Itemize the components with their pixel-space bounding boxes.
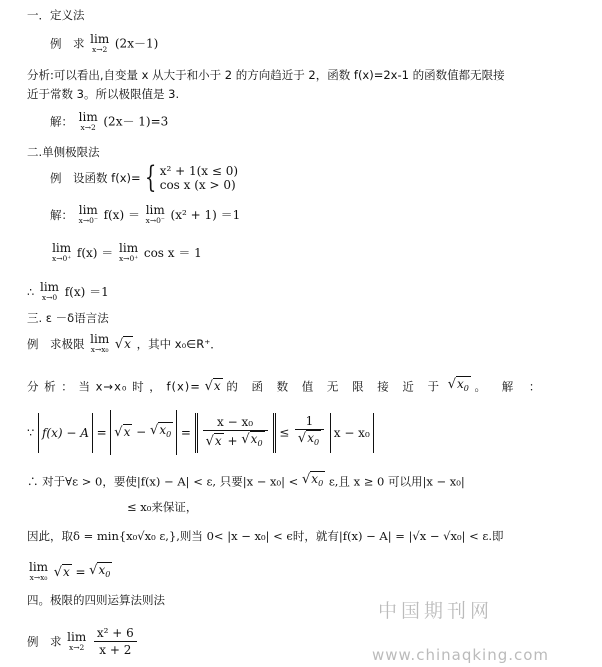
example-1-expression: (2x－1) [114, 36, 159, 51]
example-1-solution [50, 112, 168, 132]
example-2-statement [50, 160, 239, 195]
example-1-answer: (2x－ 1)=3 [103, 114, 169, 129]
limit-operator: lim x→x₀ [90, 332, 110, 354]
abs-rationalized-fraction: $\frac{\text{x − x₀}}{√x + √x_0}$ [195, 413, 276, 453]
equals-sign: = [96, 425, 107, 440]
sqrt-x0: $√x_0$ [447, 377, 469, 393]
left-limit-expression: (x² + 1) ＝1 [170, 208, 241, 222]
equals-sign: = [75, 565, 86, 579]
limit-operator: lim x→0⁻ [145, 203, 165, 225]
limit-operator: lim x→2 [90, 32, 110, 54]
limit-operator: lim x→0 [39, 280, 60, 302]
section-heading-one-sided: 二.单侧极限法 [27, 145, 100, 159]
abs-sqrt-difference: $√x - √x_0$ [110, 410, 177, 455]
example-3-result [27, 562, 112, 582]
abs-f-minus-a: f(x) − A [38, 413, 93, 453]
example-3-condition-1 [27, 472, 465, 491]
analysis-part-a: 分 析 ： 当 x→x₀ 时 ， f(x)= [27, 379, 201, 394]
limit-operator: lim x→x₀ [29, 560, 49, 582]
example-3-inequality [27, 410, 374, 455]
section-heading-definition: 一．定义法 [27, 8, 85, 22]
example-4-statement [27, 623, 139, 660]
watermark-cn-text: 中国期刊网 [378, 600, 494, 622]
example-3-prefix: 例 求极限 [27, 337, 85, 351]
piecewise-brace: { [144, 160, 156, 195]
example-3-condition-2: ≤ x₀来保证， [127, 500, 198, 514]
limit-operator: lim x→0⁺ [118, 241, 139, 263]
piecewise-case-2: cos x (x > 0) [159, 178, 236, 192]
example-2-intro: 例 设函数 f(x)= [50, 171, 141, 185]
example-3-condition-3: 因此，取δ = min{x₀√x₀ ε,},则当 0< |x − x₀| < ϵ时，就有|f(x) − A| = |√x − √x₀| < ε.即 [27, 529, 504, 543]
fraction-numerator: x² + 6 [94, 626, 137, 642]
analysis-part-b: 的 函 数 值 无 限 接 近 于 [226, 379, 445, 394]
right-limit-function: f(x) ＝ [76, 246, 114, 260]
example-3-suffix: ，其中 x₀∈R⁺． [136, 337, 222, 351]
because-symbol: ∵ [27, 425, 35, 440]
example-1-statement [50, 34, 158, 54]
equals-sign: = [180, 425, 191, 440]
example-3-statement [27, 334, 222, 354]
section-heading-arithmetic-rules: 四。极限的四则运算法则法 [27, 593, 165, 607]
example-2-result: f(x) ＝1 [64, 285, 109, 299]
fraction-numerator: x − x₀ [203, 415, 268, 431]
example-4-fraction [94, 626, 137, 658]
piecewise-cases [160, 164, 238, 192]
example-1-analysis-line-1: 分析:可以看出,自变量 x 从大于和小于 2 的方向趋近于 2，函数 f(x)=2x-1 的函数值都无限接 [27, 68, 505, 82]
therefore-symbol: ∴ [27, 285, 35, 299]
sqrt-x: √x [114, 336, 131, 352]
example-3-analysis [27, 377, 546, 396]
example-4-prefix: 例 求 [27, 634, 62, 649]
example-2-conclusion [27, 282, 109, 302]
sqrt-x0: $√x_0$ [89, 562, 111, 579]
example-label: 例 求 [50, 36, 85, 51]
watermark-url-text: www.chinaqking.com [372, 646, 550, 664]
example-2-right-limit [50, 243, 202, 263]
limit-operator: lim x→0⁺ [52, 241, 72, 263]
left-limit-function: f(x) ＝ [103, 208, 140, 222]
sqrt-x: √x [53, 564, 70, 580]
solve-label: 解： [50, 208, 73, 222]
condition-1a: ∴ 对于∀ε > 0，要使|f(x) − A| < ε, 只要|x − x₀| < [27, 474, 299, 489]
bound-fraction: $\frac{1}{√x_0}$ [295, 414, 324, 451]
limit-operator: lim x→2 [67, 629, 87, 652]
less-equal-sign: ≤ [279, 425, 290, 440]
section-heading-epsilon-delta: 三. ε －δ语言法 [27, 311, 109, 325]
sqrt-x0: $√x_0$ [301, 472, 324, 488]
example-2-left-limit [50, 205, 240, 225]
solve-label: 解： [50, 114, 73, 129]
sqrt-x: √x [204, 379, 221, 394]
fraction-denominator: x + 2 [99, 642, 132, 657]
example-1-analysis-line-2: 近于常数 3。所以极限值是 3. [27, 87, 180, 101]
right-limit-expression: cos x ＝ 1 [143, 246, 202, 260]
limit-operator: lim x→0⁻ [78, 203, 98, 225]
limit-operator: lim x→2 [78, 110, 98, 132]
condition-1b: ε,且 x ≥ 0 可以用|x − x₀| [328, 474, 465, 489]
analysis-part-c: 。 解 ： [474, 379, 547, 394]
piecewise-case-1: x² + 1(x ≤ 0) [159, 164, 239, 178]
abs-x-minus-x0: x − x₀ [330, 413, 374, 453]
